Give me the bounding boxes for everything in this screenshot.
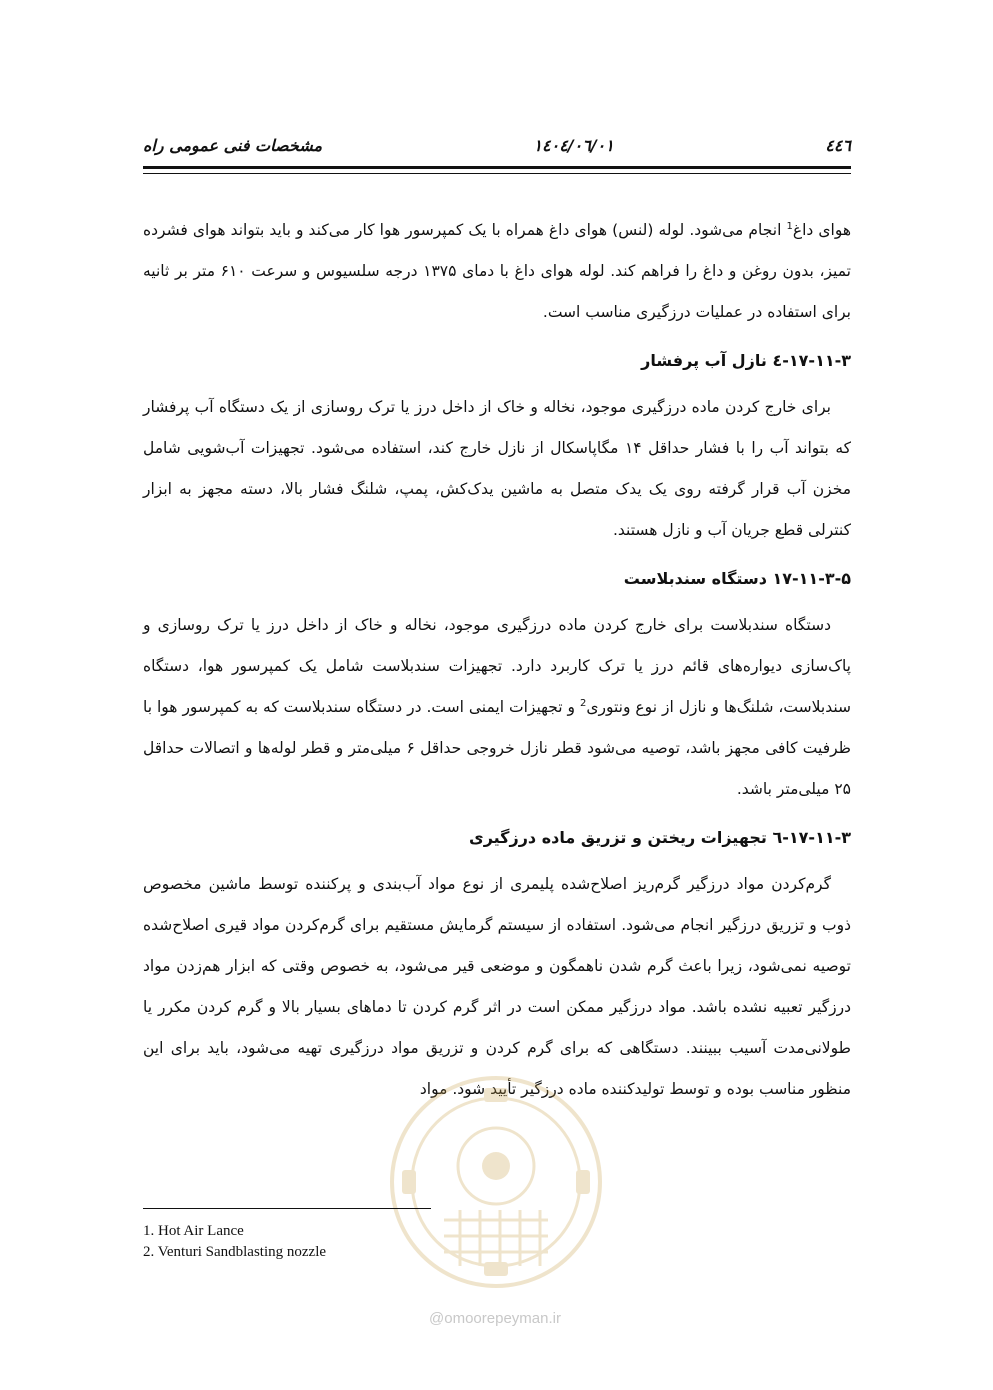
- page-number: ٤٤٦: [825, 135, 851, 155]
- section-heading-4: ۱۷-۱۱-۳-٤ نازل آب پرفشار: [641, 351, 851, 370]
- footnote-1: 1. Hot Air Lance: [143, 1223, 244, 1239]
- section-6-paragraph: گرم‌کردن مواد درزگیر گرم‌ریز اصلاح‌شده پلیمری از نوع مواد آب‌بندی و پرکننده توسط ماشین مخصوص ذوب و تزریق درزگیر انجام می‌شود. استفاده از سیستم گرمایش مستقیم برای گرم‌کردن مواد قیری اصلاح‌شده توصیه نمی‌شود، زیرا باعث گرم شدن ناهمگون و موضعی قیر می‌شود، به خصوص وقتی که ابزار هم‌زدن مواد درزگیر تعبیه نشده باشد. مواد درزگیر ممکن است در اثر گرم کردن تا دماهای بسیار بالا و گرم کردن مکرر یا طولانی‌مدت آسیب ببینند. دستگاهی که برای گرم کردن و تزریق مواد درزگیری تهیه می‌شود، باید برای این منظور مناسب بوده و توسط تولیدکننده ماده درزگیر تأیید شود. مواد: [143, 875, 851, 1098]
- section-5-paragraph: [143, 605, 851, 810]
- section-5-text-b: و تجهیزات ایمنی است. در دستگاه سندبلاست که به کمپرسور هوا با ظرفیت کافی مجهز باشد، توصیه می‌شود قطر نازل خروجی حداقل ۶ میلی‌متر و قطر لوله‌ها و اتصالات حداقل ۲۵ میلی‌متر باشد.: [143, 698, 852, 798]
- section-heading-5: ۱۷-۱۱-۳-۵ دستگاه سندبلاست: [623, 569, 851, 588]
- header-date: ١٤٠٤/٠٦/٠١: [533, 135, 614, 155]
- intro-text-b: انجام می‌شود. لوله (لنس) هوای داغ همراه با یک کمپرسور هوا کار می‌کند و باید بتواند هوای فشرده تمیز، بدون روغن و داغ را فراهم کند. لوله هوای داغ با دمای ۱۳۷۵ درجه سلسیوس و سرعت ۶۱۰ متر بر ثانیه برای استفاده در عملیات درزگیری مناسب است.: [143, 221, 851, 321]
- header-rule-thick: [143, 166, 851, 169]
- document-title: مشخصات فنی عمومی راه: [143, 135, 323, 155]
- header-rule-thin: [143, 173, 851, 174]
- footnote-divider: [143, 1208, 431, 1209]
- footnote-2: 2. Venturi Sandblasting nozzle: [143, 1244, 327, 1260]
- section-5-text-a: دستگاه سندبلاست برای خارج کردن ماده درزگیری موجود، نخاله و خاک از داخل درز یا ترک روسازی و پاک‌سازی دیواره‌های قائم درز یا ترک کاربرد دارد. تجهیزات سندبلاست شامل یک کمپرسور هوا، دستگاه سندبلاست، شلنگ‌ها و نازل از نوع ونتوری: [143, 616, 851, 716]
- footnote-ref-2[interactable]: 2: [580, 697, 587, 709]
- section-heading-6: ۱۷-۱۱-۳-٦ تجهیزات ریختن و تزریق ماده درزگیری: [469, 828, 851, 847]
- footnote-ref-1[interactable]: 1: [786, 220, 793, 232]
- footnotes: [143, 1221, 543, 1263]
- section-4-paragraph: برای خارج کردن ماده درزگیری موجود، نخاله و خاک از داخل درز یا ترک روسازی از یک دستگاه آب پرفشار که بتواند آب را با فشار حداقل ۱۴ مگاپاسکال از نازل خارج کند، استفاده می‌شود. تجهیزات آب‌شویی شامل مخزن آب قرار گرفته روی یک یدک متصل به ماشین یدک‌کش، پمپ، شلنگ فشار بالا، دسته مجهز به ابزار کنترلی قطع جریان آب و نازل هستند.: [143, 398, 852, 539]
- page-content: [143, 210, 851, 1110]
- page-header: [143, 128, 851, 162]
- intro-paragraph: [143, 210, 851, 333]
- watermark-url: @omoorepeyman.ir: [429, 1310, 561, 1327]
- intro-text-a: هوای داغ: [792, 221, 851, 239]
